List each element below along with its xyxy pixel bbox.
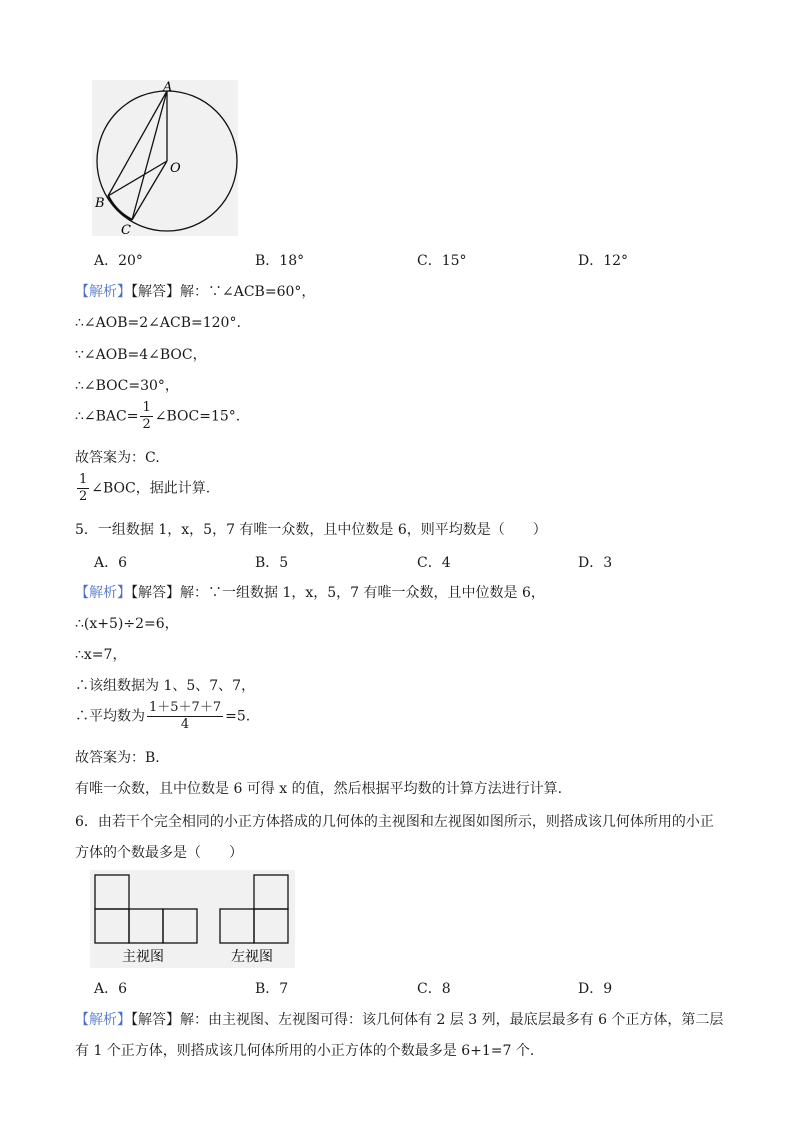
analysis-tag: 【解析】 [75, 284, 131, 300]
q5-option-d: D．3 [578, 555, 613, 571]
q4-solution-line-5 [75, 400, 240, 433]
analysis-tag: 【解析】 [75, 585, 131, 601]
q5-option-b: B．5 [255, 555, 289, 571]
views-figure [90, 870, 295, 970]
fraction-numerator: 1 [142, 400, 151, 415]
q5-answer: 故答案为：B. [75, 750, 160, 766]
q4-option-d: D．12° [578, 253, 629, 269]
fraction-half [77, 472, 89, 505]
q6-option-a: A．6 [94, 981, 128, 997]
fraction-mean [147, 700, 223, 733]
q5-line-5-prefix: ∴平均数为 [75, 708, 145, 725]
answer-tag: 【解答】 [131, 585, 180, 601]
q5-option-c: C．4 [417, 555, 451, 571]
q5-solution-line-4: ∴该组数据为 1、5、7、7， [75, 678, 256, 694]
q4-option-c: C．15° [417, 253, 467, 269]
q6-stem-line-2: 方体的个数最多是（ ） [75, 845, 243, 861]
q4-line-5-prefix: ∴∠BAC= [75, 408, 139, 425]
q4-solution-line-3: ∵∠AOB=4∠BOC， [75, 347, 207, 363]
q4-solution-line-2: ∴∠AOB=2∠ACB=120°. [75, 315, 241, 331]
q5-line-5-suffix: =5. [225, 708, 251, 725]
circle-figure [88, 78, 244, 240]
fraction-denominator: 2 [79, 489, 88, 504]
q4-option-a: A．20° [94, 253, 143, 269]
fraction-denominator: 2 [142, 417, 151, 432]
q6-option-d: D．9 [578, 981, 613, 997]
q4-line-5-suffix: ∠BOC=15°. [154, 408, 241, 425]
q4-answer: 故答案为：C. [75, 450, 160, 466]
q4-option-b: B．18° [255, 253, 305, 269]
q6-solution-line-1 [75, 1010, 723, 1030]
fraction-half [140, 400, 152, 433]
label-a: A [163, 80, 173, 95]
q5-solution-line-5 [75, 700, 250, 733]
fraction-denominator: 4 [180, 717, 190, 732]
q5-solution-line-2: ∴(x+5)÷2=6， [75, 616, 179, 632]
fraction-numerator: 1 [79, 472, 88, 487]
q6-solution-text-1: 解：由主视图、左视图可得：该几何体有 2 层 3 列，最底层最多有 6 个正方体，第二层 [180, 1012, 724, 1028]
q4-solution-line-4: ∴∠BOC=30°， [75, 378, 179, 394]
q4-hint [75, 472, 210, 505]
q4-solution-line-1: 解：∵∠ACB=60°， [180, 284, 316, 300]
label-c: C [121, 223, 131, 238]
q5-stem: 5．一组数据 1，x，5，7 有唯一众数，且中位数是 6，则平均数是（ ） [75, 522, 547, 538]
left-view-label: 左视图 [231, 949, 273, 965]
q6-option-b: B．7 [255, 981, 289, 997]
q5-option-a: A．6 [94, 555, 128, 571]
q4-solution-intro [75, 282, 315, 302]
front-view-label: 主视图 [122, 949, 164, 965]
answer-tag: 【解答】 [131, 284, 180, 300]
label-b: B [95, 196, 105, 211]
q5-solution-line-3: ∴x=7， [75, 647, 127, 663]
analysis-tag: 【解析】 [75, 1012, 131, 1028]
answer-tag: 【解答】 [131, 1012, 180, 1028]
fraction-numerator: 1＋5＋7＋7 [149, 700, 222, 715]
q4-hint-text: ∠BOC，据此计算. [91, 480, 211, 497]
q6-stem-line-1: 6．由若干个完全相同的小正方体搭成的几何体的主视图和左视图如图所示，则搭成该几何体所用的小正 [75, 814, 714, 830]
q5-solution-line-1: 解：∵一组数据 1，x，5，7 有唯一众数，且中位数是 6， [180, 585, 545, 601]
q6-option-c: C．8 [417, 981, 451, 997]
q6-solution-line-2: 有 1 个正方体，则搭成该几何体所用的小正方体的个数最多是 6+1=7 个. [75, 1043, 535, 1059]
q5-solution-intro [75, 583, 545, 603]
q5-hint: 有唯一众数，且中位数是 6 可得 x 的值，然后根据平均数的计算方法进行计算. [75, 781, 563, 797]
label-o: O [170, 161, 181, 176]
